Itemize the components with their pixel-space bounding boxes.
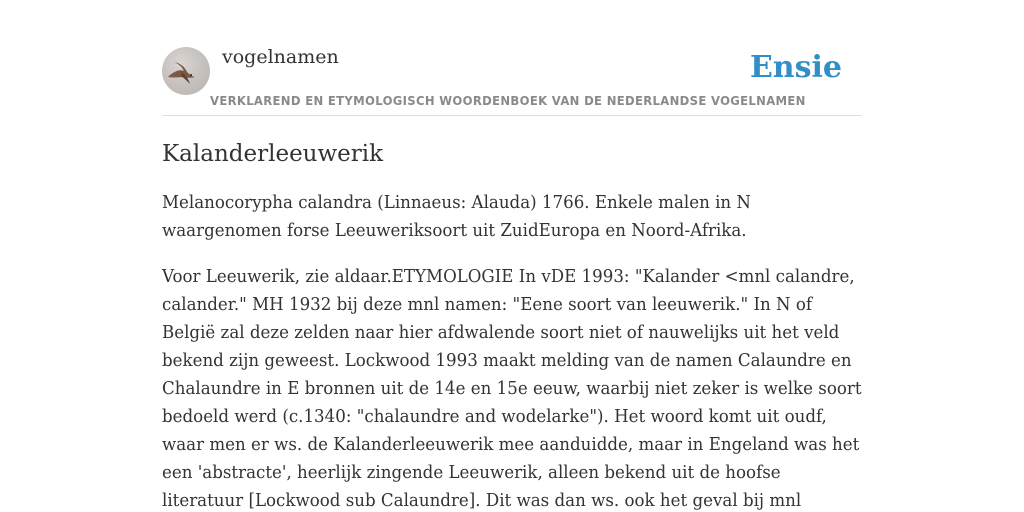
entry-content <box>162 138 862 512</box>
site-subtitle: VERKLAREND EN ETYMOLOGISCH WOORDENBOEK VAN DE NEDERLANDSE VOGELNAMEN <box>210 93 806 108</box>
ensie-logo[interactable]: Ensie <box>749 50 842 85</box>
bird-icon <box>162 47 210 95</box>
bird-avatar-icon[interactable] <box>162 47 210 95</box>
site-header <box>162 40 862 116</box>
entry-title: Kalanderleeuwerik <box>162 141 384 167</box>
site-name-link[interactable]: vogelnamen <box>222 46 339 68</box>
entry-paragraph-etymology: Voor Leeuwerik, zie aldaar.ETYMOLOGIE In vDE 1993: "Kalander <mnl calandre, calander." MH 1932 bij deze mnl namen: "Eene soort van leeuwerik." In N of België zal deze zelden naar hier afdwalende soort niet of nauwelijks uit het veld bekend zijn geweest. Lockwood 1993 maakt melding van de namen Calaundre en Chalaundre in E bronnen uit de 14e en 15e eeuw, waarbij niet zeker is welke soort bedoeld werd (c.1340: "chalaundre and wodelarke"). Het woord komt uit oudf, waar men er ws. de Kalanderleeuwerik mee aanduidde, maar in Engeland was het een 'abstracte', heerlijk zingende Leeuwerik, alleen bekend uit de hoofse literatuur [Lockwood sub Calaundre]. Dit was dan ws. ook het geval bij mnl <box>162 266 862 511</box>
header-divider <box>162 115 862 116</box>
entry-paragraph-summary: Melanocorypha calandra (Linnaeus: Alauda) 1766. Enkele malen in N waargenomen forse Leeuweriksoort uit ZuidEuropa en Noord-Afrika. <box>162 192 751 241</box>
